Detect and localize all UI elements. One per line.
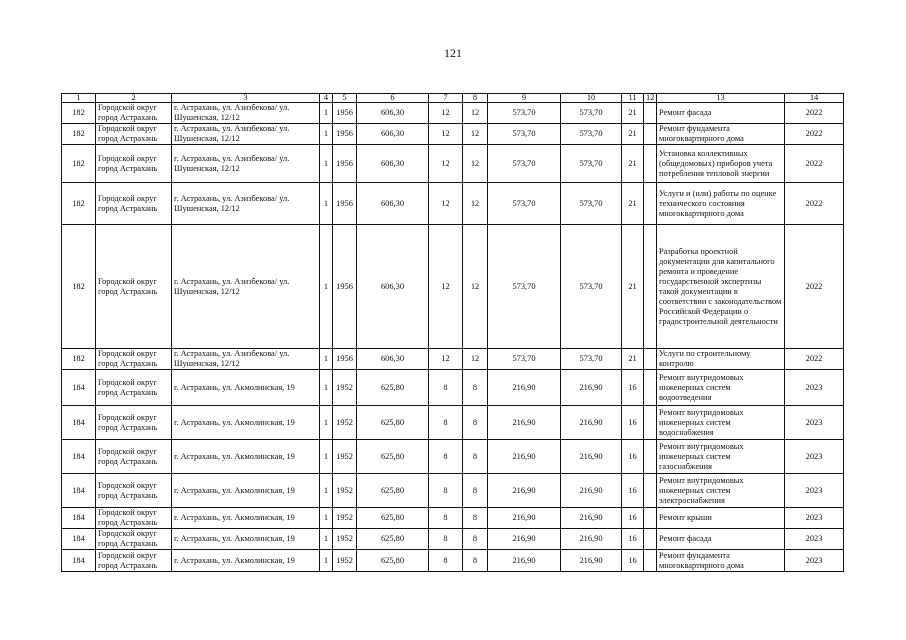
table-cell: 12 — [429, 124, 463, 145]
table-cell: 16 — [622, 508, 644, 529]
table-cell: Городской округ город Астрахань — [96, 349, 172, 370]
table-cell: 16 — [622, 406, 644, 440]
table-cell: 182 — [62, 124, 96, 145]
table-cell: 1 — [320, 474, 333, 508]
table-cell: 216,90 — [488, 440, 561, 474]
table-cell: 216,90 — [488, 406, 561, 440]
table-cell: 1 — [320, 124, 333, 145]
table-cell: 2022 — [785, 349, 844, 370]
table-cell: 184 — [62, 508, 96, 529]
table-cell: 8 — [429, 529, 463, 550]
table-cell: 21 — [622, 349, 644, 370]
table-cell — [644, 550, 657, 572]
table-cell: 2023 — [785, 406, 844, 440]
table-cell — [644, 529, 657, 550]
column-header-4: 4 — [320, 94, 333, 103]
table-cell: 216,90 — [488, 529, 561, 550]
table-cell: 606,30 — [357, 183, 429, 225]
table-cell: 21 — [622, 103, 644, 124]
table-cell: 12 — [429, 225, 463, 349]
table-cell: 1956 — [333, 183, 357, 225]
table-cell: 16 — [622, 474, 644, 508]
table-row — [62, 370, 844, 406]
table-cell: Ремонт внутридомовых инженерных систем газоснабжения — [657, 440, 785, 474]
table-cell: 184 — [62, 406, 96, 440]
table-cell: Городской округ город Астрахань — [96, 370, 172, 406]
table-cell: 625,80 — [357, 406, 429, 440]
table-cell: 606,30 — [357, 124, 429, 145]
table-cell: 606,30 — [357, 145, 429, 183]
table-cell: г. Астрахань, ул. Азизбекова/ ул. Шушенская, 12/12 — [172, 225, 320, 349]
works-table — [61, 93, 844, 572]
table-cell: г. Астрахань, ул. Акмолинская, 19 — [172, 529, 320, 550]
table-cell: 2022 — [785, 103, 844, 124]
table-cell: 12 — [429, 145, 463, 183]
table-cell: 573,70 — [488, 103, 561, 124]
table-cell: 182 — [62, 225, 96, 349]
table-cell: 216,90 — [561, 406, 622, 440]
table-cell: 182 — [62, 145, 96, 183]
table-cell: 573,70 — [488, 225, 561, 349]
table-cell: 625,80 — [357, 440, 429, 474]
table-cell: 184 — [62, 474, 96, 508]
table-cell: 1 — [320, 183, 333, 225]
header-row — [62, 94, 844, 103]
table-cell: Ремонт фасада — [657, 103, 785, 124]
table-cell: 573,70 — [561, 124, 622, 145]
table-cell: 1956 — [333, 145, 357, 183]
table-cell: 606,30 — [357, 103, 429, 124]
table-cell: 625,80 — [357, 474, 429, 508]
table-cell: 12 — [429, 103, 463, 124]
column-header-5: 5 — [333, 94, 357, 103]
table-cell: 2022 — [785, 124, 844, 145]
table-cell: 573,70 — [488, 124, 561, 145]
table-cell: 2023 — [785, 529, 844, 550]
column-header-9: 9 — [488, 94, 561, 103]
table-cell: 625,80 — [357, 550, 429, 572]
table-cell: 8 — [429, 370, 463, 406]
table-cell — [644, 103, 657, 124]
table-cell: 2022 — [785, 225, 844, 349]
table-row — [62, 183, 844, 225]
table-cell: Городской округ город Астрахань — [96, 225, 172, 349]
table-cell: 216,90 — [561, 529, 622, 550]
table-cell: Городской округ город Астрахань — [96, 145, 172, 183]
table-cell: 573,70 — [561, 103, 622, 124]
table-cell: 8 — [463, 474, 488, 508]
column-header-6: 6 — [357, 94, 429, 103]
table-cell: Городской округ город Астрахань — [96, 406, 172, 440]
table-cell: 8 — [429, 550, 463, 572]
table-cell: 1 — [320, 406, 333, 440]
column-header-10: 10 — [561, 94, 622, 103]
table-cell: 1952 — [333, 440, 357, 474]
table-cell: 625,80 — [357, 529, 429, 550]
table-cell: Ремонт крыши — [657, 508, 785, 529]
table-cell: 573,70 — [561, 183, 622, 225]
table-cell: 1 — [320, 529, 333, 550]
table-cell: 573,70 — [488, 349, 561, 370]
table-cell: 1952 — [333, 529, 357, 550]
table-row — [62, 103, 844, 124]
table-cell: г. Астрахань, ул. Азизбекова/ ул. Шушенская, 12/12 — [172, 103, 320, 124]
table-cell — [644, 145, 657, 183]
table-cell: 1956 — [333, 103, 357, 124]
table-cell: 216,90 — [561, 550, 622, 572]
table-cell: 21 — [622, 183, 644, 225]
table-cell: 1952 — [333, 474, 357, 508]
column-header-8: 8 — [463, 94, 488, 103]
column-header-7: 7 — [429, 94, 463, 103]
table-cell: 1 — [320, 440, 333, 474]
table-cell: 625,80 — [357, 370, 429, 406]
table-cell: 16 — [622, 370, 644, 406]
table-cell: 182 — [62, 103, 96, 124]
table-cell: 216,90 — [561, 508, 622, 529]
table-cell: г. Астрахань, ул. Азизбекова/ ул. Шушенская, 12/12 — [172, 124, 320, 145]
table-cell: 21 — [622, 124, 644, 145]
table-cell: 8 — [429, 406, 463, 440]
table-row — [62, 508, 844, 529]
table-cell — [644, 406, 657, 440]
table-cell: Городской округ город Астрахань — [96, 508, 172, 529]
table-cell: 606,30 — [357, 349, 429, 370]
table-cell: 573,70 — [561, 145, 622, 183]
table-cell: 1 — [320, 103, 333, 124]
table-cell: 216,90 — [561, 370, 622, 406]
table-cell: 1 — [320, 225, 333, 349]
table-row — [62, 440, 844, 474]
table-cell: 12 — [463, 124, 488, 145]
table-cell: г. Астрахань, ул. Акмолинская, 19 — [172, 474, 320, 508]
table-cell: 12 — [463, 145, 488, 183]
table-cell: 12 — [463, 225, 488, 349]
table-cell: Разработка проектной документации для капитального ремонта и проведение государственной экспертизы такой документации в соответствии с законодательством Российской Федерации о градостроительной деятельности — [657, 225, 785, 349]
table-cell: 184 — [62, 550, 96, 572]
column-header-14: 14 — [785, 94, 844, 103]
column-header-3: 3 — [172, 94, 320, 103]
table-cell: 1956 — [333, 349, 357, 370]
table-cell: 1 — [320, 508, 333, 529]
table-cell: 1956 — [333, 124, 357, 145]
table-cell: 184 — [62, 440, 96, 474]
table-cell: 16 — [622, 550, 644, 572]
table-cell: Городской округ город Астрахань — [96, 124, 172, 145]
table-cell — [644, 183, 657, 225]
table-cell: 8 — [429, 474, 463, 508]
table-cell: Услуги и (или) работы по оценке технического состояния многоквартирного дома — [657, 183, 785, 225]
table-cell: г. Астрахань, ул. Акмолинская, 19 — [172, 550, 320, 572]
table-cell: 216,90 — [488, 508, 561, 529]
table-cell: 2023 — [785, 508, 844, 529]
column-header-1: 1 — [62, 94, 96, 103]
table-row — [62, 124, 844, 145]
table-cell: Ремонт внутридомовых инженерных систем электроснабжения — [657, 474, 785, 508]
table-cell: 12 — [429, 349, 463, 370]
table-cell: 573,70 — [561, 349, 622, 370]
table-cell: 2023 — [785, 550, 844, 572]
table-cell: Ремонт фасада — [657, 529, 785, 550]
table-cell — [644, 440, 657, 474]
table-cell: 8 — [429, 508, 463, 529]
table-cell: Городской округ город Астрахань — [96, 474, 172, 508]
table-cell: 16 — [622, 440, 644, 474]
table-cell: 1952 — [333, 406, 357, 440]
table-row — [62, 225, 844, 349]
table-cell: 21 — [622, 225, 644, 349]
table-cell: Услуги по строительному контролю — [657, 349, 785, 370]
table-row — [62, 474, 844, 508]
table-cell: г. Астрахань, ул. Азизбекова/ ул. Шушенская, 12/12 — [172, 349, 320, 370]
table-cell — [644, 474, 657, 508]
table-cell: г. Астрахань, ул. Акмолинская, 19 — [172, 406, 320, 440]
table-cell: 606,30 — [357, 225, 429, 349]
table-cell: 625,80 — [357, 508, 429, 529]
table-cell: 16 — [622, 529, 644, 550]
table-cell: 8 — [429, 440, 463, 474]
table-cell — [644, 124, 657, 145]
table-cell: 182 — [62, 349, 96, 370]
column-header-11: 11 — [622, 94, 644, 103]
table-cell: 12 — [463, 103, 488, 124]
table-row — [62, 406, 844, 440]
table-cell: 8 — [463, 550, 488, 572]
table-cell: Ремонт фундамента многоквартирного дома — [657, 550, 785, 572]
table-cell: 573,70 — [488, 145, 561, 183]
table-cell: 216,90 — [561, 474, 622, 508]
table-cell: 2022 — [785, 183, 844, 225]
table-cell: 1 — [320, 349, 333, 370]
table-cell: 8 — [463, 529, 488, 550]
table-cell: 8 — [463, 406, 488, 440]
table-cell: Ремонт внутридомовых инженерных систем водоотведения — [657, 370, 785, 406]
table-cell: 573,70 — [488, 183, 561, 225]
table-cell: 12 — [463, 183, 488, 225]
table-cell: 182 — [62, 183, 96, 225]
table-cell: г. Астрахань, ул. Акмолинская, 19 — [172, 508, 320, 529]
table-cell: 1 — [320, 145, 333, 183]
table-cell: Городской округ город Астрахань — [96, 183, 172, 225]
column-header-12: 12 — [644, 94, 657, 103]
table-cell: 2023 — [785, 440, 844, 474]
table-cell: 12 — [429, 183, 463, 225]
table-cell: 216,90 — [561, 440, 622, 474]
table-cell: 1952 — [333, 550, 357, 572]
table-cell — [644, 349, 657, 370]
table-cell: 573,70 — [561, 225, 622, 349]
table-cell: 216,90 — [488, 370, 561, 406]
table-row — [62, 529, 844, 550]
table-cell: г. Астрахань, ул. Азизбекова/ ул. Шушенская, 12/12 — [172, 183, 320, 225]
table-cell: г. Астрахань, ул. Азизбекова/ ул. Шушенская, 12/12 — [172, 145, 320, 183]
table-cell: 184 — [62, 529, 96, 550]
table-cell: Городской округ город Астрахань — [96, 550, 172, 572]
table-row — [62, 550, 844, 572]
column-header-13: 13 — [657, 94, 785, 103]
table-cell: 1 — [320, 550, 333, 572]
table-cell: г. Астрахань, ул. Акмолинская, 19 — [172, 370, 320, 406]
table-cell: 12 — [463, 349, 488, 370]
table-cell: Установка коллективных (общедомовых) приборов учета потребления тепловой энергии — [657, 145, 785, 183]
table-cell: 8 — [463, 370, 488, 406]
table-cell: 216,90 — [488, 474, 561, 508]
table-cell: 2022 — [785, 145, 844, 183]
table-cell: Городской округ город Астрахань — [96, 103, 172, 124]
table-cell: 1956 — [333, 225, 357, 349]
table-cell: 8 — [463, 440, 488, 474]
table-cell: 2023 — [785, 474, 844, 508]
page-number: 121 — [444, 46, 462, 60]
table-cell: 216,90 — [488, 550, 561, 572]
table-cell: Городской округ город Астрахань — [96, 529, 172, 550]
table-cell: 8 — [463, 508, 488, 529]
table-cell: 2023 — [785, 370, 844, 406]
table-cell: Городской округ город Астрахань — [96, 440, 172, 474]
table-cell: 184 — [62, 370, 96, 406]
table-cell: 21 — [622, 145, 644, 183]
table-row — [62, 145, 844, 183]
table-row — [62, 349, 844, 370]
table-cell: 1952 — [333, 370, 357, 406]
table-cell: Ремонт внутридомовых инженерных систем водоснабжения — [657, 406, 785, 440]
table-cell: 1 — [320, 370, 333, 406]
table-cell: Ремонт фундамента многоквартирного дома — [657, 124, 785, 145]
table-cell — [644, 370, 657, 406]
table-cell: г. Астрахань, ул. Акмолинская, 19 — [172, 440, 320, 474]
table-cell: 1952 — [333, 508, 357, 529]
table-cell — [644, 508, 657, 529]
table-cell — [644, 225, 657, 349]
column-header-2: 2 — [96, 94, 172, 103]
